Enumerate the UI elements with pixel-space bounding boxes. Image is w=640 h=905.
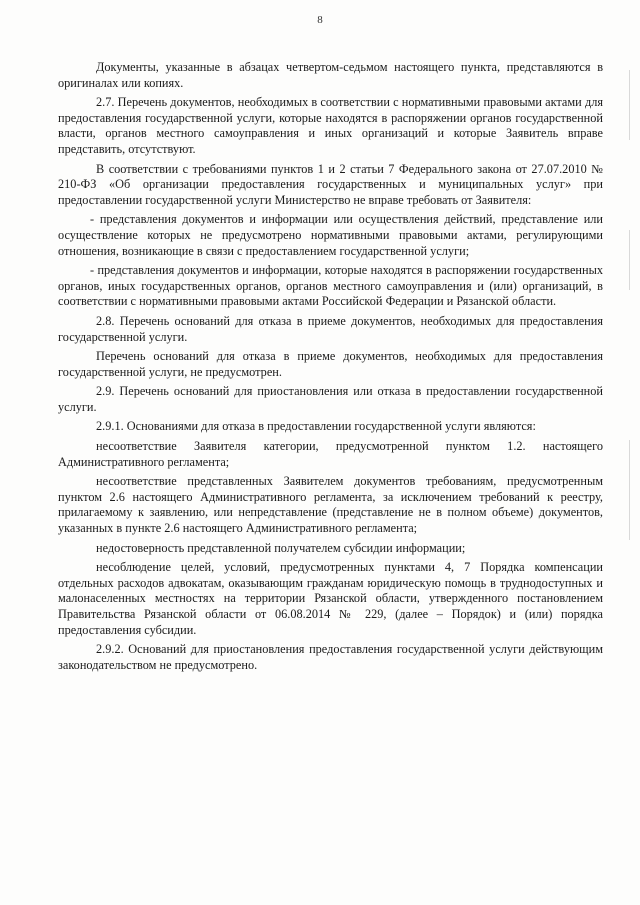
list-item: несоответствие представленных Заявителем документов требованиям, предусмотренным пунктом 2.6 настоящего Административного регламента, за исключением требований к реестру, прилагаемому к заявлению, или непредставление (представление не в полном объеме) документов, указанных в пункте 2.6 настоящего Административного регламента;	[58, 474, 603, 536]
paragraph: 2.9.1. Основаниями для отказа в предоставлении государственной услуги являются:	[96, 419, 536, 434]
paragraph: 2.8. Перечень оснований для отказа в приеме документов, необходимых для предоставления государственной услуги.	[58, 313, 603, 344]
document-body	[58, 60, 603, 677]
list-item: недостоверность представленной получателем субсидии информации;	[96, 540, 466, 555]
scan-edge-mark	[629, 440, 630, 540]
scan-edge-mark	[629, 230, 630, 290]
page-number: 8	[317, 14, 323, 26]
paragraph: В соответствии с требованиями пунктов 1 и 2 статьи 7 Федерального закона от 27.07.2010 № 210-ФЗ «Об организации предоставления государственных и муниципальных услуг» при предоставлении государственной услуги Министерство не вправе требовать от Заявителя:	[58, 161, 603, 207]
scan-edge-mark	[629, 70, 630, 140]
paragraph: 2.9.2. Оснований для приостановления предоставления государственной услуги действующим законодательством не предусмотрено.	[58, 642, 603, 672]
paragraph: Документы, указанные в абзацах четвертом-седьмом настоящего пункта, представляются в оригиналах или копиях.	[58, 60, 603, 90]
list-item: - представления документов и информации, которые находятся в распоряжении государственных органов, иных государственных органов, органов местного самоуправления и (или) организаций, в соответствии с нормативными правовыми актами Российской Федерации и Рязанской области.	[58, 263, 603, 309]
paragraph: 2.7. Перечень документов, необходимых в соответствии с нормативными правовыми актами для предоставления государственной услуги, которые находятся в распоряжении органов государственной власти, органов местного самоуправления и иных организаций и которые Заявитель вправе представить, отсутствуют.	[58, 95, 603, 156]
list-item: - представления документов и информации или осуществления действий, представление или осуществление которых не предусмотрено нормативными правовыми актами, регулирующими отношения, возникающие в связи с предоставлением государственной услуги;	[58, 212, 603, 258]
paragraph: Перечень оснований для отказа в приеме документов, необходимых для предоставления государственной услуги, не предусмотрен.	[58, 349, 603, 379]
list-item: несоответствие Заявителя категории, предусмотренной пунктом 1.2. настоящего Административного регламента;	[58, 439, 603, 469]
paragraph: 2.9. Перечень оснований для приостановления или отказа в предоставлении государственной услуги.	[58, 384, 603, 414]
list-item: несоблюдение целей, условий, предусмотренных пунктами 4, 7 Порядка компенсации отдельных расходов адвокатам, оказывающим гражданам юридическую помощь в труднодоступных и малонаселенных местностях на территории Рязанской области, утвержденного постановлением Правительства Рязанской области от 06.08.2014 № 229, (далее – Порядок) и (или) порядка предоставления субсидии.	[58, 560, 603, 637]
